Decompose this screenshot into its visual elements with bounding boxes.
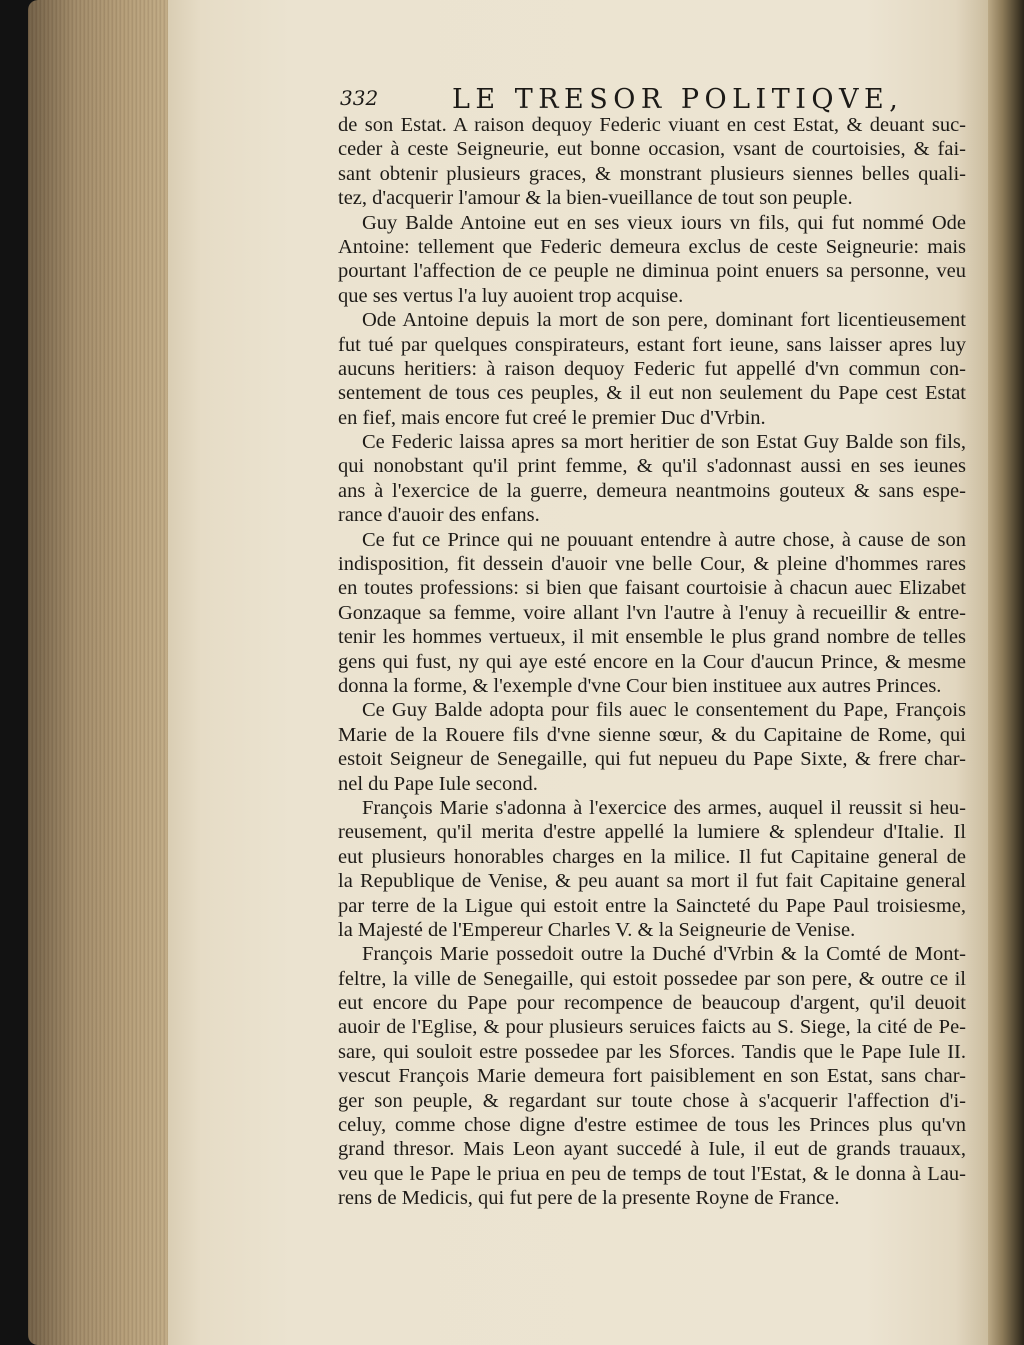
text-line: la Republique de Venise, & peu auant sa mort il fut fait Capitaine general [338, 870, 966, 893]
text-line: pourtant l'affection de ce peuple ne diminua point enuers sa personne, veu [338, 260, 966, 283]
text-line: estoit Seigneur de Senegaille, qui fut nepueu du Pape Sixte, & frere char- [338, 748, 966, 771]
text-line: par terre de la Ligue qui estoit entre la Saincteté du Pape Paul troisiesme, [338, 894, 966, 917]
text-line: fut tué par quelques conspirateurs, estant fort ieune, sans laisser apres luy [338, 333, 966, 356]
text-line: sant obtenir plusieurs graces, & monstrant plusieurs siennes belles quali- [338, 162, 966, 185]
text-line: aucuns heritiers: à raison dequoy Federic fut appellé d'vn commun con- [338, 357, 966, 380]
text-line: Ce fut ce Prince qui ne pouuant entendre à autre chose, à cause de son [362, 528, 966, 551]
text-line: de son Estat. A raison dequoy Federic viuant en cest Estat, & deuant suc- [338, 114, 966, 136]
running-title: LE TRESOR POLITIQVE, [452, 84, 904, 115]
text-line: indisposition, fit dessein d'auoir vne belle Cour, & pleine d'hommes rares [338, 553, 966, 576]
page-number: 332 [340, 86, 379, 110]
text-line: nel du Pape Iule second. [338, 772, 538, 795]
text-line: tenir les hommes vertueux, il mit ensemble le plus grand nombre de telles [338, 626, 966, 649]
text-line: sare, qui souloit estre possedee par les Sforces. Tandis que le Pape Iule II. [338, 1040, 966, 1063]
text-line: Marie de la Rouere fils d'vne sienne sœur, & du Capitaine de Rome, qui [338, 723, 966, 746]
text-line: Antoine: tellement que Federic demeura exclus de ceste Seigneurie: mais [338, 235, 966, 258]
text-line: feltre, la ville de Senegaille, qui estoit possedee par son pere, & outre ce il [338, 967, 966, 990]
text-line: ans à l'exercice de la guerre, demeura neantmoins gouteux & sans espe- [338, 479, 966, 502]
text-line: sentement de tous ces peuples, & il eut non seulement du Pape cest Estat [338, 382, 966, 405]
text-line: que ses vertus l'a luy auoient trop acquise. [338, 284, 684, 307]
text-line: veu que le Pape le priua en peu de temps de tout l'Estat, & le donna à Lau- [338, 1162, 966, 1185]
text-line: rance d'auoir des enfans. [338, 504, 540, 527]
text-line: Ode Antoine depuis la mort de son pere, dominant fort licentieusement [362, 309, 966, 332]
text-line: vescut François Marie demeura fort paisiblement en son Estat, sans char- [338, 1065, 966, 1088]
text-line: celuy, comme chose digne d'estre estimee de tous les Princes plus qu'vn [338, 1114, 966, 1137]
text-line: donna la forme, & l'exemple d'vne Cour bien instituee aux autres Princes. [338, 674, 942, 697]
text-line: ger son peuple, & regardant sur toute chose à s'acquerir l'affection d'i- [338, 1089, 966, 1112]
text-line: tez, d'acquerir l'amour & la bien-vueillance de tout son peuple. [338, 187, 853, 210]
book-fore-edge [28, 0, 188, 1345]
text-line: grand thresor. Mais Leon ayant succedé à Iule, il eut de grands trauaux, [338, 1138, 966, 1161]
text-line: qui nonobstant qu'il print femme, & qu'il s'adonnast aussi en ses ieunes [338, 455, 966, 478]
text-line: François Marie s'adonna à l'exercice des armes, auquel il reussit si heu- [362, 796, 966, 819]
text-line: reusement, qu'il merita d'estre appellé la lumiere & splendeur d'Italie. Il [338, 821, 966, 844]
text-line: gens qui fust, ny qui aye esté encore en la Cour d'aucun Prince, & mesme [338, 650, 966, 673]
text-line: Ce Federic laissa apres sa mort heritier de son Estat Guy Balde son fils, [362, 431, 966, 454]
text-line: en fief, mais encore fut creé le premier Duc d'Vrbin. [338, 406, 766, 429]
text-line: Gonzaque sa femme, voire allant l'vn l'autre à l'enuy à recueillir & entre- [338, 601, 966, 624]
text-line: François Marie possedoit outre la Duché d'Vrbin & la Comté de Mont- [362, 943, 966, 966]
text-line: rens de Medicis, qui fut pere de la presente Royne de France. [338, 1187, 840, 1210]
text-line: eut plusieurs honorables charges en la milice. Il fut Capitaine general de [338, 845, 966, 868]
text-line: Ce Guy Balde adopta pour fils auec le consentement du Pape, François [362, 699, 966, 722]
page-body-text [338, 113, 966, 1211]
text-line: la Majesté de l'Empereur Charles V. & la Seigneurie de Venise. [338, 918, 856, 941]
text-line: en toutes professions: si bien que faisant courtoisie à chacun auec Elizabet [338, 577, 966, 600]
text-line: eut encore du Pape pour recompence de beaucoup d'argent, qu'il deuoit [338, 992, 966, 1015]
book-gutter [988, 0, 1024, 1345]
text-line: Guy Balde Antoine eut en ses vieux iours vn fils, qui fut nommé Ode [362, 211, 966, 234]
text-line: ceder à ceste Seigneurie, eut bonne occasion, vsant de courtoisies, & fai- [338, 138, 966, 161]
text-line: auoir de l'Eglise, & pour plusieurs seruices faicts au S. Siege, la cité de Pe- [338, 1016, 966, 1039]
